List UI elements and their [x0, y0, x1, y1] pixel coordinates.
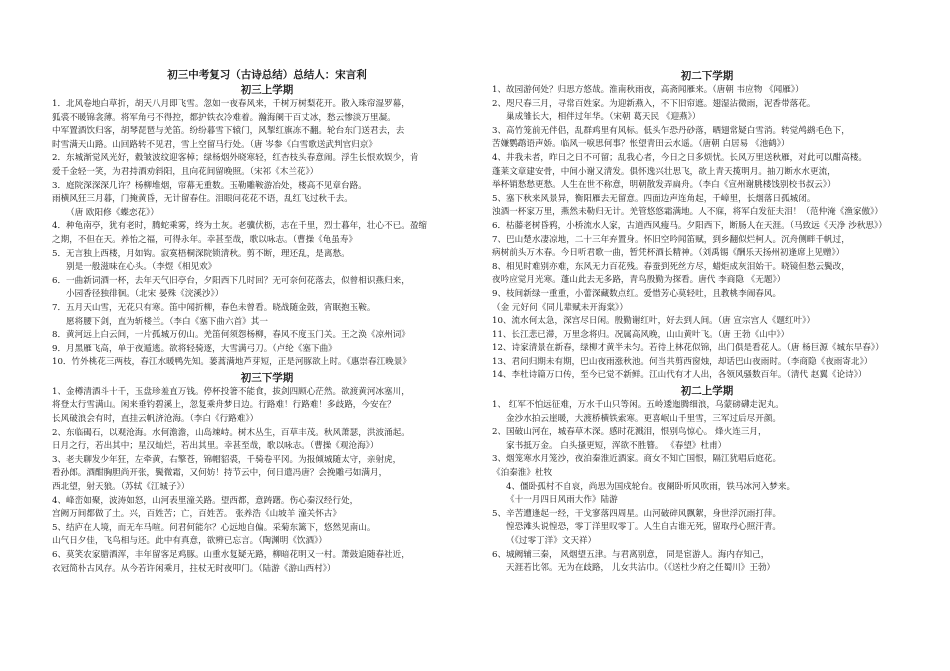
poem-line: 天涯若比邻。无为在歧路， 儿女共沾巾。（《送杜少府之任蜀川》王勃）	[506, 563, 776, 574]
poem-line: 7．五月天山雪，无花只有寒。笛中闻折柳，春色未曾看。晓战随金鼓，宵眠抱玉鞍。	[52, 302, 376, 313]
poem-line: 2、咫尺春三月，寻常百姓家。为迎新燕入，不下旧帘遮。翅湿沾微雨，泥香带落花。	[492, 98, 816, 109]
poem-line: 11、长江悲已滞，万里念将归。况属高风晚，山山黄叶飞。（唐 王勃《山中》）	[492, 329, 790, 340]
poem-line: 4、井我未者，昨日之日不可留；乱我心者，今日之日多烦忧。长风万里送秋雁，对此可以酣高楼。	[492, 152, 868, 163]
poem-line: （《过零丁洋》文天祥）	[506, 536, 597, 546]
poem-line: 3．庭院深深深几许？杨柳堆烟，帘幕无重数。玉勒雕鞍游冶处，楼高不见章台路。	[52, 180, 367, 191]
poem-line: 小园香径独徘徊。（北宋 晏殊《浣溪沙》）	[66, 289, 224, 300]
poem-line: 夜吟应觉月光寒。蓬山此去无多路，青鸟殷勤为探看。唐代 李商隐 《无题》）	[492, 275, 786, 286]
poem-line: 6．一曲新词酒一杯，去年天气旧亭台，夕阳西下几时回？无可奈何花落去，似曾相识燕归来，	[52, 275, 410, 286]
poem-line: 《泊秦淮》杜牧	[492, 468, 553, 479]
poem-line: 5、塞下秋来风景异，衡阳雁去无留意。四面边声连角起，千嶂里，长烟落日孤城闭。	[492, 193, 816, 204]
section-heading: 初三上学期	[240, 84, 294, 96]
poem-line: 5、辛苦遭逢起一经，干戈寥落四周星。山河破碎风飘絮，身世浮沉雨打萍。	[492, 508, 782, 519]
poem-line: 3、老夫聊发少年狂，左牵黄，右擎苍，锦帽貂裘，千骑卷平冈。为报倾城随太守，亲射虎，	[52, 454, 402, 465]
poem-line: 病树前头万木春。今日听君歌一曲，暂凭杯酒长精神。（刘禹锡《酬乐天扬州初逢席上见赠》）	[492, 248, 845, 259]
poem-line: 8．黄河远上白云间，一片孤城万仞山。羌笛何须怨杨柳，春风不度玉门关。王之涣《凉州词》	[52, 330, 410, 341]
left-column	[52, 68, 482, 576]
poem-line: 2、东临碣石，以观沧海。水何澹澹，山岛竦峙。树木丛生，百草丰茂。秋风萧瑟，洪波涌起。	[52, 427, 410, 438]
poem-line: 3、烟笼寒水月笼沙，夜泊秦淮近酒家。商女不知亡国恨，隔江犹唱后庭花。	[492, 454, 782, 465]
poem-line: 爱千金轻一笑，为君持酒劝斜阳，且向花间留晚照。（宋祁《木兰花》）	[52, 166, 319, 177]
poem-line: 1．北风卷地白草折，胡天八月即飞雪。忽如一夜春风来，千树万树梨花开。散入珠帘湿罗幕，	[52, 99, 410, 109]
poem-line: 山气日夕佳，飞鸟相与还。此中有真意，欲辨已忘言。（陶渊明《饮酒》）	[52, 536, 327, 547]
poem-line: 愿将腰下剑，直为斩楼兰。（李白《塞下曲六首》其一	[66, 316, 268, 327]
poem-line: 巢成雏长大，相伴过年华。（宋朝 葛天民 《迎燕》）	[506, 112, 701, 123]
poem-line: 8、相见时难别亦难，东风无力百花残。春蚕到死丝方尽，蜡炬成灰泪始干。晓镜但愁云鬓改，	[492, 261, 850, 272]
poem-line: 6、莫笑农家腊酒浑，丰年留客足鸡豚。山重水复疑无路，柳暗花明又一村。萧鼓追随春社近，	[52, 550, 410, 560]
poem-line: 1、故园游何处？归思方悠哉。淮南秋雨夜，高斋闻雁来。（唐朝 韦应物 《闻雁》）	[492, 85, 804, 95]
poem-line: 4、峰峦如聚，波涛如怒，山河表里潼关路。望西都，意踌躇。伤心秦汉经行处，	[52, 495, 359, 506]
poem-line: 蓬莱文章建安骨，中间小谢又清发。俱怀逸兴壮思飞，欲上青天揽明月。抽刀断水水更流，	[492, 166, 836, 177]
poem-line: 中军置酒饮归客，胡琴琵琶与羌笛。纷纷暮雪下辕门，风掣红旗冻不翻。轮台东门送君去，去	[52, 126, 405, 137]
section-heading: 初二上学期	[680, 385, 734, 398]
poem-line: 将登太行雪满山。闲来垂钓碧溪上，忽复乘舟梦日边。行路难！行路难！多歧路，今安在？	[52, 400, 396, 411]
right-sections	[492, 69, 922, 576]
poem-line: 之期，不但在天。养怡之福，可得永年。幸甚至哉，歌以咏志。（曹操《龟虽寿》	[52, 234, 358, 245]
poem-line: 雨横风狂三月暮，门掩黄昏，无计留春住。泪眼问花花不语，乱红飞过秋千去。	[52, 194, 353, 205]
poem-line: 衣冠简朴古风存。从今若许闲乘月，拄杖无时夜叩门。（陆游《游山西村》）	[52, 563, 336, 574]
poem-line: 4．种龟南亭，犹有老时，腾蛇乘雾，终为土灰。老骥伏枥，志在千里，烈士暮年，壮心不已。盈缩	[52, 221, 428, 232]
poem-line: 10．竹外桃花三两枝，春江水暖鸭先知。蒌蒿满地芦芽短，正是河豚欲上时。《惠崇春江晚景》	[52, 357, 411, 368]
poem-line: （唐 欧阳修《蝶恋花》）	[66, 207, 159, 218]
poem-line: 惶恐滩头说惶恐，零丁洋里叹零丁。人生自古谁无死，留取丹心照汗青。	[506, 522, 782, 533]
poem-line: 5、结庐在人境，而无车马喧。问君何能尔？心远地自偏。采菊东篱下，悠然见南山。	[52, 522, 376, 533]
poem-line: 别是一般滋味在心头。（李煜《相见欢》	[66, 262, 217, 273]
poem-line: 浊酒一杯家万里，燕然未勒归无计。羌管悠悠霜满地。人不寐，将军白发征夫泪！（范仲淹《渔家傲》）	[492, 207, 884, 218]
section-heading: 初二下学期	[680, 70, 734, 82]
poem-line: 6．枯藤老树昏鸦，小桥流水人家，古道西风瘦马。夕阳西下，断肠人在天涯。（马致远《天净 沙秋思》）	[492, 220, 887, 231]
poem-line: 9、枝间新绿一重重，小蕾深藏数点红。爱惜芳心莫轻吐，且教桃李闹春风。	[492, 288, 782, 299]
poem-line: 12、诗家清景在新春，绿柳才黄半未匀。若待上林花似锦，出门俱是看花人。（唐 杨巨源《城东早春》）	[492, 343, 884, 354]
poem-line: 家书抵万金。 白头搔更短，浑欲不胜簪。 《春望》杜甫）	[506, 440, 727, 451]
poem-line: 看孙郎。酒酣胸胆尚开张，鬓微霜，又何妨！持节云中，何日遣冯唐？会挽雕弓如满月，	[52, 468, 388, 479]
poem-line: 举杯销愁愁更愁。人生在世不称意，明朝散发弄扁舟。（李白《宣州谢朓楼饯别校书叔云》）	[492, 180, 836, 191]
poem-line: 狐裘不暖锦衾薄。将军角弓不得控，都护铁衣冷难着。瀚海阑干百丈冰，愁云惨淡万里凝。	[52, 112, 396, 123]
poem-line: 5．无言独上西楼，月如钩。寂寞梧桐深院锁清秋。剪不断，理还乱，是离愁。	[52, 248, 350, 259]
poem-line: 西北望，射天狼。（苏轼《江城子》）	[52, 482, 190, 493]
poem-line: 1、 红军不怕远征难，万水千山只等闲。五岭逶迤腾细浪，乌蒙磅礴走泥丸。	[492, 400, 784, 411]
poem-line: 时雪满天山路。山回路转不见君，雪上空留马行处。（唐 岑参《白雪歌送武判官归京》	[52, 139, 377, 150]
poem-line: 7、巴山楚水凄凉地，二十三年弃置身。怀旧空吟闻笛赋，到乡翻似烂柯人。沉舟侧畔千帆过，	[492, 234, 850, 245]
poem-line: 13、君问归期未有期，巴山夜雨涨秋池。何当共剪西窗烛，却话巴山夜雨时。（李商隐《夜雨寄北》）	[492, 356, 873, 367]
poem-line: 3、高竹笼前无伴侣，乱群鸡里有风标。低头乍恐丹砂落，晒翅常疑白雪消。转觉鸬鹚毛色下，	[492, 125, 850, 136]
poem-line: 6、城阙辅三秦， 风烟望五津。与君离别意， 同是宦游人。海内存知己，	[492, 549, 770, 560]
poem-line: 1、金樽清酒斗十千，玉盘珍羞直万钱。停杯投箸不能食，拔剑四顾心茫然。欲渡黄河冰塞川，	[52, 386, 410, 397]
poem-line: （金 元好问《同儿辈赋未开海棠》）	[492, 302, 628, 313]
poem-line: 金沙水拍云崖暖，大渡桥横铁索寒。更喜岷山千里雪，三军过后尽开颜。	[506, 413, 782, 424]
document-title: 初三中考复习（古诗总结）总结人：宋言利	[167, 69, 367, 81]
left-sections	[52, 83, 482, 576]
poem-line: 长风破浪会有时，直挂云帆济沧海。（李白《行路难》）	[52, 414, 259, 425]
poem-line: 宫阙万间都做了土。兴，百姓苦；亡，百姓苦。 张养浩《山坡羊 潼关怀古》	[52, 509, 342, 520]
poem-line: 2．东城渐觉风光好，縠皱波纹迎客棹；绿杨烟外晓寒轻，红杏枝头春意闹。浮生长恨欢娱少，肯	[52, 153, 419, 164]
poem-line: 2、国破山河在，城春草木深。感时花溅泪，恨别鸟惊心。 烽火连三月，	[492, 427, 767, 438]
section-heading: 初三下学期	[240, 371, 294, 384]
poem-line: 日月之行，若出其中；星汉灿烂，若出其里。幸甚至哉，歌以咏志。（曹操《观沧海》）	[52, 441, 379, 452]
poem-line: 4、僵卧孤村不自哀，尚思为国戍轮台。夜阑卧听风吹雨，铁马冰河入梦来。	[506, 481, 796, 492]
poem-line: 9．月黑雁飞高，单于夜遁逃。欲将轻骑逐，大雪满弓刀。（卢纶《塞下曲》	[52, 343, 337, 354]
poem-line: 10、流水何太急，深宫尽日闲。殷勤谢红叶，好去到人间。（唐 宣宗宫人《题红叶》）	[492, 316, 816, 327]
poem-line: 14、李杜诗篇万口传，至今已觉不新鲜。江山代有才人出，各领风骚数百年。（清代 赵翼《论诗》）	[492, 370, 867, 381]
right-column	[492, 68, 922, 576]
poem-line: 《十一月四日风雨大作》陆游	[506, 495, 618, 506]
poem-line: 苦嫌鹦鹉语声娇。临风一唳思何事？怅望青田云水遥。（唐朝 白居易 《池鹤》）	[492, 139, 790, 150]
